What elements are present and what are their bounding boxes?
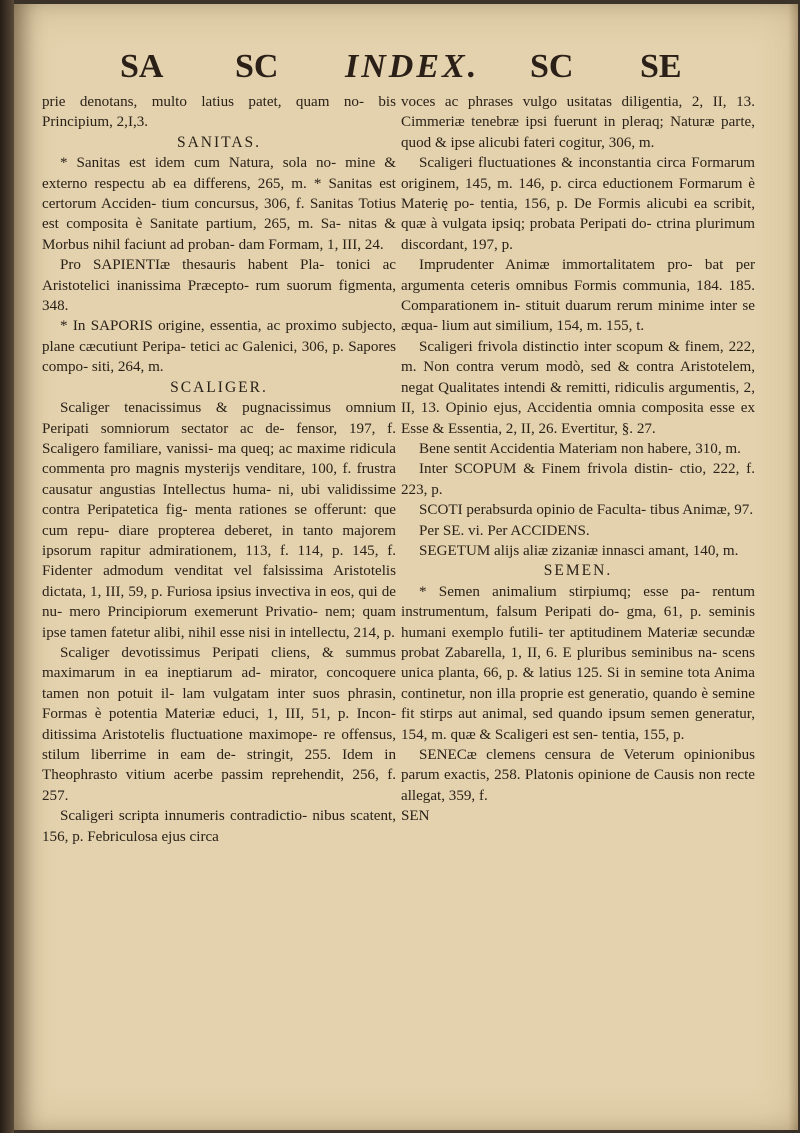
index-entry: Pro SAPIENTIæ thesauris habent Pla- tonici ac Aristotelici inanissima Præcepto- rum suorum figmenta, 348.: [42, 257, 396, 315]
page-edge: [788, 4, 798, 1130]
index-entry: prie denotans, multo latius patet, quam no- bis Principium, 2,I,3.: [42, 94, 396, 131]
index-entry: SEGETUM alijs aliæ zizaniæ innasci amant, 140, m.: [419, 542, 739, 559]
index-entry: Imprudenter Animæ immortalitatem pro- bat per argumenta ceteris omnibus Formis communia, 184. 185. Comparationem in- stituit duarum rerum minime inter se æqua- lium aut similium, 154, m. 155, t.: [401, 257, 755, 335]
right-column: [401, 92, 755, 827]
header-index: INDEX.: [345, 48, 480, 85]
header-sc-left: SC: [235, 48, 279, 85]
index-heading: SANITAS.: [176, 133, 262, 151]
index-entry: Scaliger devotissimus Peripati cliens, & summus maximarum in ea ineptiarum ad- mirator, concoquere tamen non potuit il- lam vulgatam inter suos phrasin, Formas è potentia Materiæ educi, 1, III, 51, p. Incon- ditissima Aristotelis fluctuatione maximope- re offensus, stilum liberrime in eam de- stringit, 255. Idem in Theophrasto vitium acerbe passim reprehendit, 256, f. 257.: [42, 644, 396, 804]
index-entry: Scaligeri fluctuationes & inconstantia circa Formarum originem, 145, m. 146, p. circa eductionem Formarum è Materię po- tentia, 156, p. De Formis alicubi ea scribit, quæ à vulgata ipsiq; probata Peripati do- ctrina plurimum discordant, 197, p.: [401, 155, 755, 253]
book-gutter: [0, 0, 14, 1133]
header-sa: SA: [120, 48, 164, 85]
index-entry: Scaliger tenacissimus & pugnacissimus omnium Peripati somniorum sectator ac de- fensor, 197, f. Scaligero familiare, vanissi- ma queq; ac maxime ridicula commenta pro magnis mysterijs venditare, 100, f. frustra causatur angustias Intellectus huma- ni, ubi validissime contra Peripatetica fig- menta rationes se offerunt: que cum repu- diare propterea deberet, in tanto majorem ipsorum rapitur admirationem, 113, f. 114, p. 145, f. Fidenter admodum venditat vel falsissima Aristotelis dictata, 1, III, 59, p. Furiosa ipsius invectiva in eos, qui de nu- mero Principiorum exemerunt Privatio- nem; quam ipse tamen fatetur alibi, nihil esse nisi in intellectu, 214, p.: [42, 400, 396, 641]
index-entry: SEN: [401, 808, 430, 825]
index-entry: * Semen animalium stirpiumq; esse pa- rentum instrumentum, falsum Peripati do- gma, 61, p. seminis humani exemplo futili- ter aptitudinem Materiæ secundæ probat Zabarella, 1, II, 6. E pluribus seminibus na- scens unica planta, 66, p. & latius 125. Si in semine tota Anima continetur, non illa proprie est generatio, quando è semine fit stirps aut animal, sed quando ipsum semen generatur, 154, m. quæ & Scaligeri est sen- tentia, 155, p.: [401, 583, 755, 743]
index-entry: SCOTI perabsurda opinio de Faculta- tibus Animæ, 97.: [419, 502, 754, 519]
index-entry: * Sanitas est idem cum Natura, sola no- mine & externo respectu ab ea differens, 265, m. * Sanitas est certorum Acciden- tium concursus, 306, f. Sanitas Totius est composita è Sanitate partium, 265, m. Sa- nitas & Morbus nihil faciunt ad proban- dam Formam, 1, III, 24.: [42, 155, 396, 253]
header-se: SE: [640, 48, 682, 85]
index-entry: Scaligeri scripta innumeris contradictio- nibus scatent, 156, p. Febriculosa ejus circa: [42, 808, 396, 845]
index-entry: voces ac phrases vulgo usitatas diligentia, 2, II, 13. Cimmeriæ tenebræ ipsi fuerunt in pleraq; Naturæ parte, quod & ipse alicubi fateri cogitur, 306, m.: [401, 94, 755, 151]
index-entry: Bene sentit Accidentia Materiam non habere, 310, m.: [419, 440, 741, 457]
index-entry: Scaligeri frivola distinctio inter scopum & finem, 222, m. Non contra verum modò, sed & contra Aristotelem, negat Qualitates intendi & remitti, ridiculis argumentis, 2, II, 13. Opinio ejus, Accidentia omnia composita esse ex Esse & Essentia, 2, II, 26. Evertitur, §. 27.: [401, 338, 755, 437]
header-sc-right: SC: [530, 48, 574, 85]
index-entry: Inter SCOPUM & Finem frivola distin- ctio, 222, f. 223, p.: [401, 461, 755, 498]
index-heading: SEMEN.: [543, 562, 613, 580]
index-heading: SCALIGER.: [170, 378, 268, 396]
index-entry: Per SE. vi. Per ACCIDENS.: [419, 522, 590, 539]
index-entry: * In SAPORIS origine, essentia, ac proximo subjecto, plane cæcutiunt Peripa- tetici ac Galenici, 306, p. Sapores compo- siti, 264, m.: [42, 318, 396, 376]
index-entry: SENECæ clemens censura de Veterum opinionibus parum exactis, 258. Platonis opinione de Causis non recte allegat, 359, f.: [401, 747, 755, 804]
left-column: [42, 92, 396, 847]
running-header: [95, 48, 735, 98]
